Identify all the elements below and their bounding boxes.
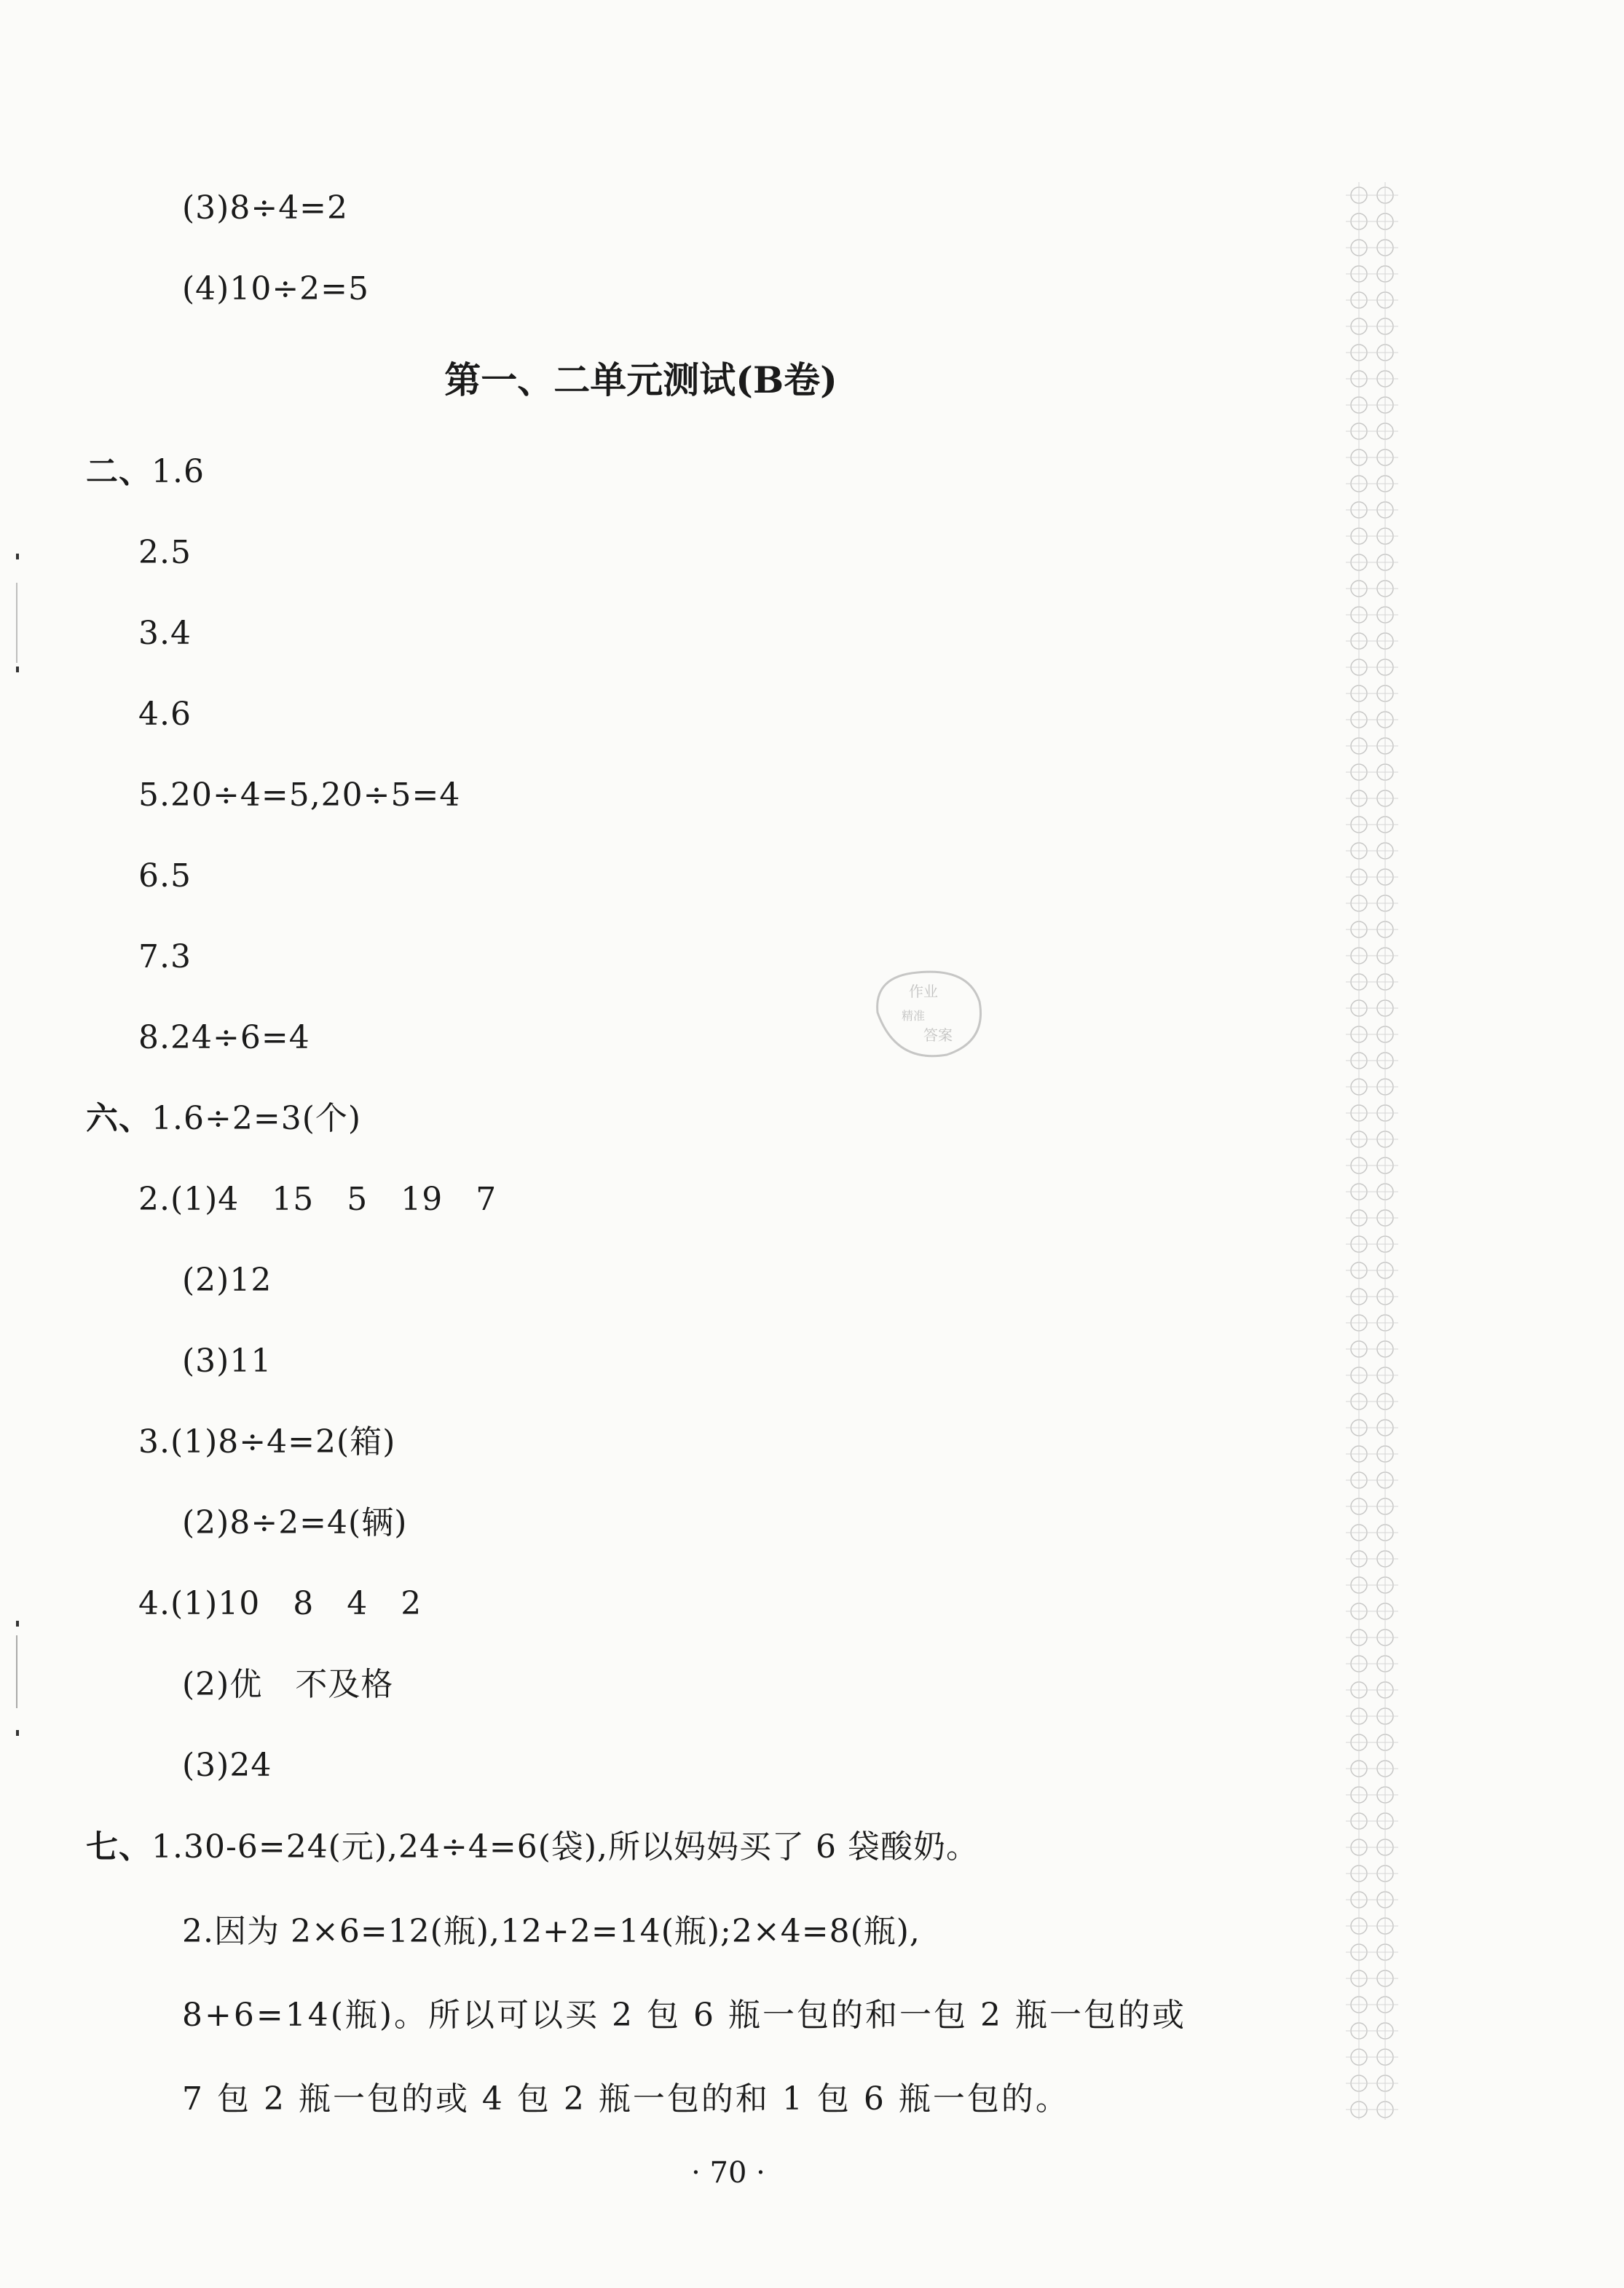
section-title: 第一、二单元测试(B卷) xyxy=(444,358,837,401)
section-marker: 二、 xyxy=(86,453,151,490)
decorative-border xyxy=(1346,182,1398,2120)
svg-text:作业: 作业 xyxy=(909,983,938,1000)
answer-item: (2)8÷2=4(辆) xyxy=(182,1504,408,1541)
answer-item: 2.(1)4 15 5 19 7 xyxy=(138,1181,497,1218)
scan-mark xyxy=(16,1730,19,1736)
answer-item: (3)11 xyxy=(182,1342,272,1380)
section-seven-first xyxy=(86,1827,979,1868)
answer-item: 4.(1)10 8 4 2 xyxy=(138,1585,422,1622)
scan-mark xyxy=(16,1635,17,1708)
page-number: · 70 · xyxy=(691,2156,765,2190)
scan-mark xyxy=(16,583,17,663)
answer-item: (2)优 不及格 xyxy=(182,1666,394,1703)
watermark-stamp xyxy=(867,962,990,1064)
answer-item: 6.5 xyxy=(138,857,192,895)
section-marker: 七、 xyxy=(86,1828,151,1866)
answer-item: (3)24 xyxy=(182,1747,272,1784)
svg-text:精准: 精准 xyxy=(902,1009,926,1023)
answer-item: (3)8÷4=2 xyxy=(182,189,349,227)
answer-paragraph-line: 7 包 2 瓶一包的或 4 包 2 瓶一包的和 1 包 6 瓶一包的。 xyxy=(182,2080,1070,2118)
answer-item: (2)12 xyxy=(182,1262,272,1299)
answer-paragraph-line: 8+6=14(瓶)。所以可以买 2 包 6 瓶一包的和一包 2 瓶一包的或 xyxy=(182,1997,1186,2034)
scan-mark xyxy=(16,554,19,559)
answer-item: 2.5 xyxy=(138,534,192,571)
section-marker: 六、 xyxy=(86,1100,151,1137)
answer-item: 7.3 xyxy=(138,938,192,975)
section-two-first xyxy=(86,452,205,492)
answer-item: 1.6÷2=3(个) xyxy=(151,1100,362,1137)
answer-item: 1.6 xyxy=(151,453,205,490)
answer-item: 4.6 xyxy=(138,696,192,733)
scan-mark xyxy=(16,1621,19,1627)
answer-item: 1.30-6=24(元),24÷4=6(袋),所以妈妈买了 6 袋酸奶。 xyxy=(151,1828,979,1866)
answer-item: 5.20÷4=5,20÷5=4 xyxy=(138,777,461,814)
answer-item: 8.24÷6=4 xyxy=(138,1019,310,1056)
scan-mark xyxy=(16,667,19,672)
answer-item: (4)10÷2=5 xyxy=(182,270,370,307)
answer-item: 3.4 xyxy=(138,615,192,652)
answer-item: 3.(1)8÷4=2(箱) xyxy=(138,1423,396,1461)
answer-paragraph-line: 2.因为 2×6=12(瓶),12+2=14(瓶);2×4=8(瓶), xyxy=(182,1913,921,1950)
section-six-first xyxy=(86,1098,361,1139)
svg-text:答案: 答案 xyxy=(923,1026,953,1044)
